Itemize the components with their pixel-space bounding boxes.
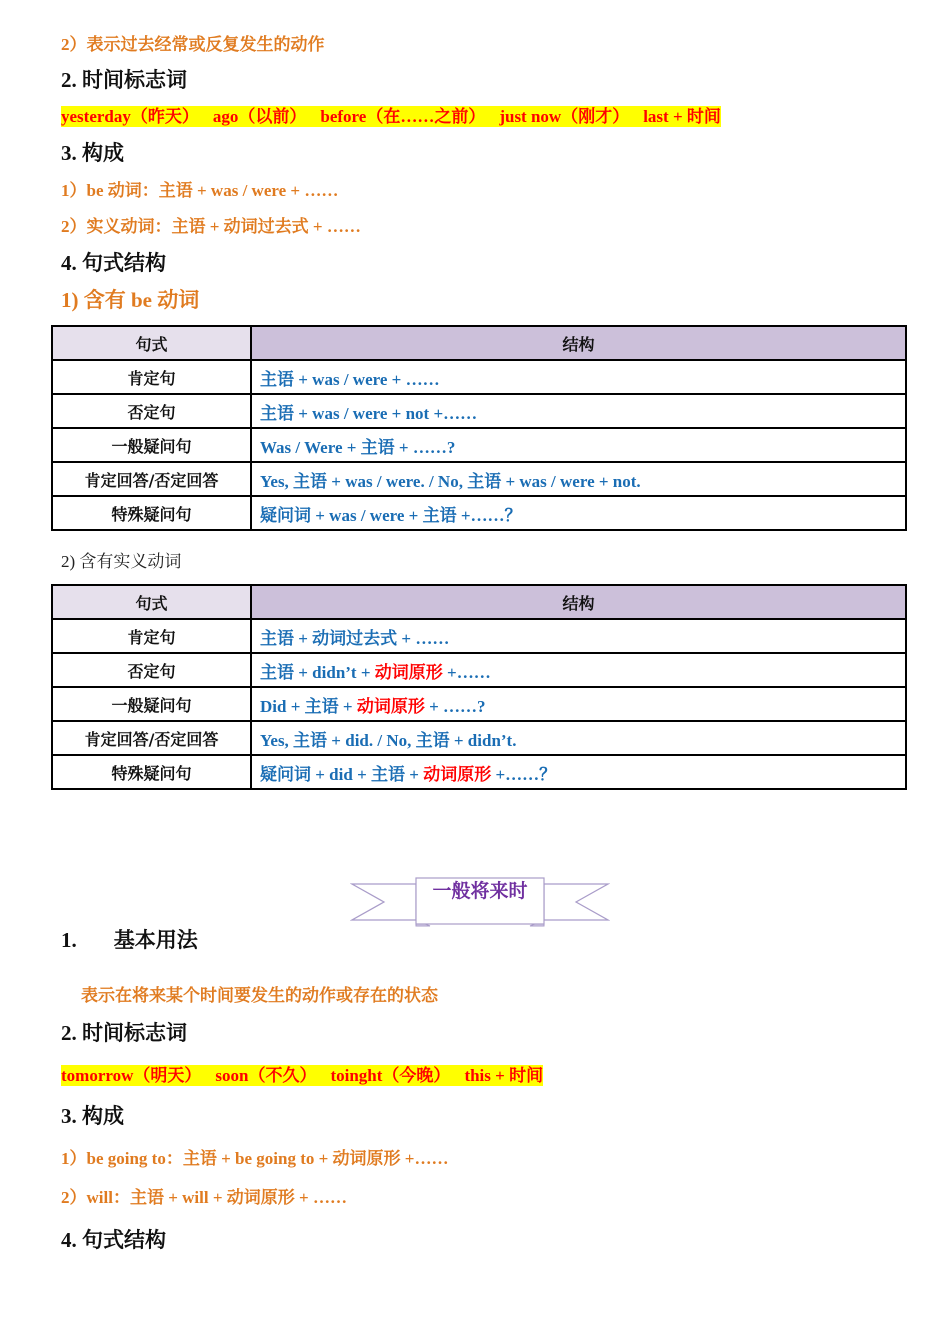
sentence-structure: [251, 755, 906, 789]
structure-part: + ……?: [424, 696, 486, 716]
future-time-words: [61, 1061, 543, 1086]
column-header-type: 句式: [52, 585, 251, 619]
sentence-type: 肯定回答/否定回答: [52, 721, 251, 755]
future-structure-heading: 4. 句式结构: [61, 1228, 166, 1252]
banner-title: 一般将来时: [432, 880, 528, 902]
structure-heading: 4. 句式结构: [61, 251, 166, 275]
time-word: last + 时间: [643, 107, 721, 126]
sentence-structure: [251, 721, 906, 755]
usage-item-2: 2）表示过去经常或反复发生的动作: [61, 35, 325, 54]
table-row: [52, 755, 906, 789]
future-time-words-highlight: [61, 1065, 543, 1086]
subsection-be-verb: 1) 含有 be 动词: [61, 288, 200, 312]
past-time-words-highlight: [61, 106, 721, 127]
time-word: ago（以前）: [212, 107, 307, 126]
sentence-structure: 疑问词 + was / were + 主语 +……？: [251, 496, 906, 530]
composition-item-2: 2）实义动词：主语 + 动词过去式 + ……: [61, 217, 361, 236]
future-composition-item-1: 1）be going to：主语 + be going to + 动词原形 +……: [61, 1149, 449, 1168]
table-row: [52, 687, 906, 721]
future-composition-item-2: 2）will：主语 + will + 动词原形 + ……: [61, 1188, 347, 1207]
composition-item-1: 1）be 动词：主语 + was / were + ……: [61, 181, 339, 200]
sentence-type: 肯定回答/否定回答: [52, 462, 251, 496]
usage-heading: [61, 924, 198, 954]
structure-part: 疑问词 + did + 主语 +: [260, 764, 424, 784]
table-row: [52, 394, 906, 428]
table-row: [52, 360, 906, 394]
future-time-words-heading: 2. 时间标志词: [61, 1021, 187, 1045]
sentence-type: 一般疑问句: [52, 428, 251, 462]
sentence-type: 特殊疑问句: [52, 496, 251, 530]
sentence-structure: [251, 619, 906, 653]
time-word: tomorrow（明天）: [61, 1066, 202, 1085]
sentence-type: 肯定句: [52, 360, 251, 394]
time-word: soon（不久）: [215, 1066, 317, 1085]
future-usage-text: 表示在将来某个时间要发生的动作或存在的状态: [81, 986, 438, 1005]
time-word: just now（刚才）: [499, 107, 630, 126]
structure-part: 主语 + 动词过去式 + ……: [260, 628, 450, 648]
structure-part: Yes, 主语 + did. / No, 主语 + didn’t.: [260, 730, 517, 750]
sentence-structure: 主语 + was / were + not +……: [251, 394, 906, 428]
usage-number: 1.: [61, 928, 77, 952]
sentence-structure: [251, 653, 906, 687]
sentence-type: 否定句: [52, 653, 251, 687]
table-row: [52, 619, 906, 653]
sentence-structure: Was / Were + 主语 + ……?: [251, 428, 906, 462]
sentence-type: 肯定句: [52, 619, 251, 653]
be-verb-table: [51, 325, 907, 531]
subsection-notional-verb: 2) 含有实义动词: [61, 552, 182, 571]
base-verb-highlight: 动词原形: [423, 764, 492, 784]
table-row: [52, 721, 906, 755]
table-row: [52, 653, 906, 687]
time-word: toinght（今晚）: [330, 1066, 451, 1085]
sentence-structure: [251, 687, 906, 721]
structure-part: Did + 主语 +: [260, 696, 357, 716]
structure-part: +……？: [491, 764, 557, 784]
time-word: yesterday（昨天）: [61, 107, 199, 126]
table-row: [52, 462, 906, 496]
time-word: this + 时间: [464, 1066, 544, 1085]
column-header-structure: 结构: [251, 585, 906, 619]
column-header-type: 句式: [52, 326, 251, 360]
notional-verb-table: [51, 584, 907, 790]
future-composition-heading: 3. 构成: [61, 1104, 124, 1128]
base-verb-highlight: 动词原形: [356, 696, 425, 716]
table-row: [52, 496, 906, 530]
sentence-type: 否定句: [52, 394, 251, 428]
time-words-heading: 2. 时间标志词: [61, 68, 187, 92]
sentence-structure: 主语 + was / were + ……: [251, 360, 906, 394]
sentence-type: 一般疑问句: [52, 687, 251, 721]
composition-heading: 3. 构成: [61, 141, 124, 165]
column-header-structure: 结构: [251, 326, 906, 360]
base-verb-highlight: 动词原形: [374, 662, 443, 682]
usage-title: 基本用法: [113, 928, 198, 952]
time-word: before（在……之前）: [320, 107, 486, 126]
sentence-type: 特殊疑问句: [52, 755, 251, 789]
structure-part: 主语 + didn’t +: [260, 662, 375, 682]
table-header-row: [52, 326, 906, 360]
past-time-words: [61, 102, 721, 127]
table-row: [52, 428, 906, 462]
sentence-structure: Yes, 主语 + was / were. / No, 主语 + was / were + not.: [251, 462, 906, 496]
structure-part: +……: [442, 662, 491, 682]
table-header-row: [52, 585, 906, 619]
